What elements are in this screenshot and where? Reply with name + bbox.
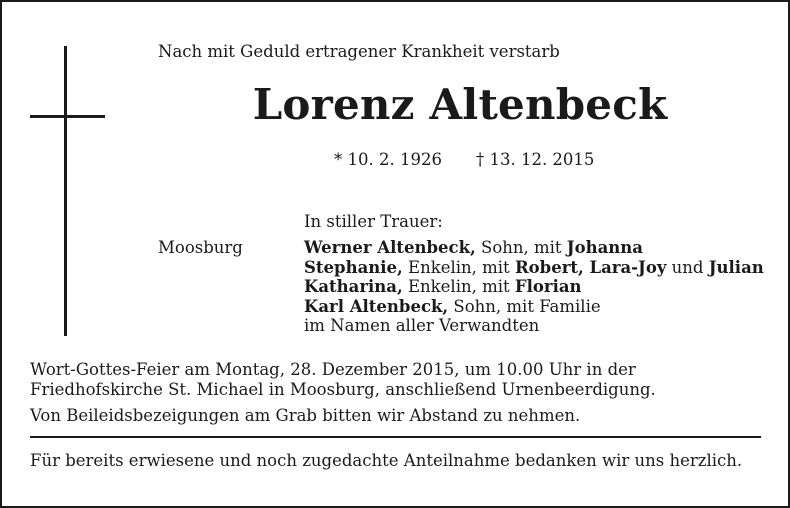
mourner-line (304, 258, 764, 278)
place-label: Moosburg (158, 238, 243, 257)
mourner-name: Stephanie, (304, 257, 403, 277)
mourner-relation: Sohn, mit Familie (448, 296, 601, 316)
mourner-line (304, 297, 764, 317)
mourner-relation: im Namen aller Verwandten (304, 316, 540, 335)
birth-date: * 10. 2. 1926 (334, 150, 442, 169)
condolence-request: Von Beileidsbezeigungen am Grab bitten wir Abstand zu nehmen. (30, 406, 581, 425)
mourning-heading: In stiller Trauer: (304, 212, 443, 231)
mourner-line (304, 316, 764, 336)
mourner-name: Johanna (566, 238, 643, 257)
divider (30, 436, 761, 438)
mourner-relation: und (666, 257, 709, 277)
mourner-line (304, 277, 764, 297)
life-dates (334, 150, 594, 169)
thanks-text: Für bereits erwiesene und noch zugedachte Anteilnahme bedanken wir uns herzlich. (30, 451, 743, 470)
death-date: † 13. 12. 2015 (475, 150, 595, 169)
mourner-relation: Enkelin, mit (402, 257, 515, 277)
mourner-name: Katharina, (304, 277, 403, 296)
mourners-list (304, 238, 764, 336)
mourner-line (304, 238, 764, 258)
mourner-name: Julian (708, 257, 764, 277)
mourner-name: Florian (514, 277, 582, 296)
mourner-name: Karl Altenbeck, (304, 296, 449, 316)
mourner-name: Werner Altenbeck, (304, 238, 476, 257)
service-info: Wort-Gottes-Feier am Montag, 28. Dezember 2015, um 10.00 Uhr in der Friedhofskirche St. Michael in Moosburg, anschließend Urnenbeerdigung. (30, 360, 656, 399)
mourner-name: Robert, Lara-Joy (514, 257, 667, 277)
mourner-relation: Sohn, mit (475, 238, 567, 257)
mourner-relation: Enkelin, mit (402, 277, 515, 296)
intro-text: Nach mit Geduld ertragener Krankheit verstarb (158, 42, 560, 61)
deceased-name: Lorenz Altenbeck (252, 80, 668, 129)
